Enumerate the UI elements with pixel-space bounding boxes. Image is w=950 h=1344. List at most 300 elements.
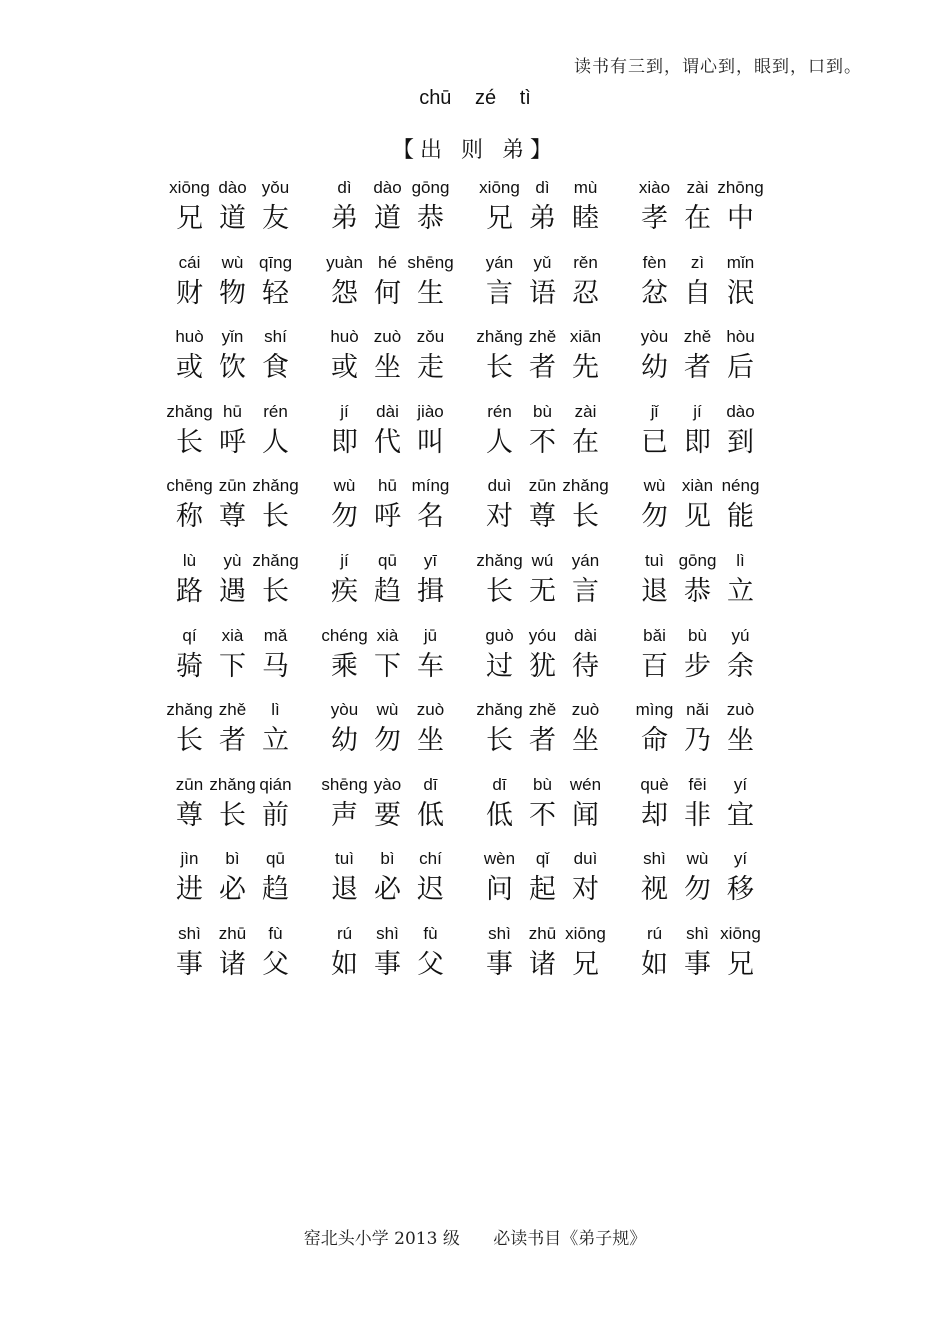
character-cell — [211, 250, 254, 325]
character-cell — [633, 623, 676, 698]
character-cell — [211, 921, 254, 996]
verse-row — [168, 697, 788, 772]
hanzi: 在 — [684, 203, 711, 234]
verse-phrase — [633, 846, 788, 921]
pinyin: yǒu — [261, 178, 290, 197]
verse-phrase — [478, 250, 633, 325]
character-cell — [633, 324, 676, 399]
pinyin: shì — [488, 923, 511, 943]
verse-phrase — [633, 697, 788, 772]
verse-row — [168, 399, 788, 474]
character-cell — [168, 846, 211, 921]
pinyin: zhě — [528, 700, 557, 720]
verse-phrase — [323, 399, 478, 474]
character-cell — [719, 623, 762, 698]
verse-phrase — [633, 772, 788, 847]
character-cell — [409, 250, 452, 325]
character-cell — [366, 473, 409, 548]
character-cell — [633, 175, 676, 250]
hanzi: 却 — [641, 799, 668, 831]
pinyin: qí — [182, 625, 197, 645]
verse-phrase — [633, 175, 788, 250]
hanzi: 如 — [331, 948, 358, 980]
verse-phrase — [168, 324, 323, 399]
verse-phrase — [478, 324, 633, 399]
hanzi: 坐 — [417, 725, 444, 757]
character-cell — [564, 697, 607, 772]
hanzi: 诸 — [529, 948, 556, 980]
pinyin: zhǎng — [166, 401, 213, 421]
hanzi: 人 — [262, 426, 289, 458]
hanzi: 长 — [262, 501, 289, 533]
hanzi: 闻 — [572, 799, 599, 831]
character-cell — [168, 399, 211, 474]
pinyin: zhǎng — [476, 550, 523, 570]
character-cell — [211, 623, 254, 698]
pinyin: zūn — [175, 774, 204, 794]
verse-grid — [168, 175, 788, 996]
pinyin: yán — [485, 252, 514, 272]
hanzi: 移 — [727, 874, 754, 906]
pinyin: nǎi — [686, 700, 709, 720]
pinyin: dài — [574, 625, 597, 645]
pinyin: fèn — [642, 252, 667, 272]
pinyin: yuàn — [326, 252, 363, 272]
character-cell — [478, 772, 521, 847]
verse-row — [168, 846, 788, 921]
character-cell — [676, 548, 719, 623]
hanzi: 忿 — [641, 277, 668, 309]
pinyin: rěn — [573, 252, 598, 272]
character-cell — [254, 324, 297, 399]
verse-phrase — [633, 399, 788, 474]
pinyin: tuì — [645, 550, 664, 570]
pinyin: xiàn — [681, 476, 714, 496]
pinyin: dài — [376, 401, 399, 421]
hanzi: 睦 — [572, 203, 599, 234]
hanzi: 对 — [486, 501, 513, 533]
title-pinyin-syllable: zé — [475, 87, 497, 109]
pinyin: chēng — [166, 476, 213, 496]
character-cell — [633, 548, 676, 623]
verse-phrase — [478, 473, 633, 548]
pinyin: xià — [221, 625, 244, 645]
hanzi: 进 — [176, 874, 203, 906]
hanzi: 步 — [684, 650, 711, 682]
hanzi: 名 — [417, 501, 444, 533]
hanzi: 幼 — [641, 352, 668, 384]
hanzi: 长 — [486, 725, 513, 757]
verse-phrase — [168, 697, 323, 772]
hanzi: 财 — [176, 277, 203, 309]
character-cell — [521, 473, 564, 548]
hanzi: 勿 — [684, 874, 711, 906]
pinyin: xiōng — [720, 923, 761, 943]
hanzi: 命 — [641, 725, 668, 757]
verse-phrase — [633, 250, 788, 325]
hanzi: 起 — [529, 874, 556, 906]
pinyin: shì — [376, 923, 399, 943]
hanzi: 遇 — [219, 575, 246, 607]
pinyin: yí — [733, 774, 748, 794]
pinyin: què — [640, 774, 669, 794]
pinyin: yú — [731, 625, 750, 645]
pinyin: zuò — [726, 700, 755, 720]
character-cell — [478, 399, 521, 474]
character-cell — [168, 772, 211, 847]
pinyin: jí — [340, 550, 349, 570]
pinyin: lù — [182, 550, 197, 570]
character-cell — [564, 473, 607, 548]
pinyin: chéng — [321, 625, 368, 645]
character-cell — [211, 399, 254, 474]
verse-phrase — [478, 548, 633, 623]
character-cell — [564, 175, 607, 250]
hanzi: 下 — [219, 650, 246, 682]
character-cell — [676, 399, 719, 474]
hanzi: 问 — [486, 874, 513, 906]
hanzi: 骑 — [176, 650, 203, 682]
hanzi: 呼 — [219, 426, 246, 458]
hanzi: 犹 — [529, 650, 556, 682]
pinyin: yǐn — [221, 327, 244, 347]
pinyin: dào — [373, 178, 402, 197]
pinyin: míng — [411, 476, 450, 496]
hanzi: 生 — [417, 277, 444, 309]
hanzi: 兄 — [176, 203, 203, 234]
pinyin: qū — [378, 550, 397, 570]
character-cell — [719, 473, 762, 548]
character-cell — [521, 697, 564, 772]
character-cell — [676, 623, 719, 698]
pinyin: shì — [686, 923, 709, 943]
character-cell — [323, 548, 366, 623]
hanzi: 坐 — [727, 725, 754, 757]
character-cell — [254, 250, 297, 325]
character-cell — [323, 846, 366, 921]
pinyin: jū — [423, 625, 438, 645]
pinyin: shì — [643, 849, 666, 869]
hanzi: 勿 — [374, 725, 401, 757]
pinyin: shí — [264, 327, 287, 347]
hanzi: 叫 — [417, 426, 444, 458]
pinyin: zuò — [416, 700, 445, 720]
verse-phrase — [478, 697, 633, 772]
character-cell — [323, 772, 366, 847]
character-cell — [168, 697, 211, 772]
character-cell — [719, 921, 762, 996]
hanzi: 事 — [374, 948, 401, 980]
pinyin: wù — [221, 252, 244, 272]
character-cell — [564, 623, 607, 698]
hanzi: 余 — [727, 650, 754, 682]
character-cell — [366, 324, 409, 399]
character-cell — [676, 921, 719, 996]
pinyin: zūn — [218, 476, 247, 496]
character-cell — [521, 623, 564, 698]
character-cell — [719, 548, 762, 623]
pinyin: zhǎng — [166, 700, 213, 720]
verse-phrase — [478, 921, 633, 996]
character-cell — [409, 324, 452, 399]
verse-phrase — [633, 623, 788, 698]
character-cell — [719, 399, 762, 474]
pinyin: zhǎng — [476, 327, 523, 347]
verse-phrase — [478, 846, 633, 921]
hanzi: 趋 — [374, 575, 401, 607]
character-cell — [211, 324, 254, 399]
character-cell — [478, 175, 521, 250]
hanzi: 坐 — [572, 725, 599, 757]
pinyin: zūn — [528, 476, 557, 496]
hanzi: 百 — [641, 650, 668, 682]
pinyin: zhǎng — [476, 700, 523, 720]
hanzi: 呼 — [374, 501, 401, 533]
hanzi: 父 — [417, 948, 444, 980]
hanzi: 不 — [529, 426, 556, 458]
character-cell — [211, 175, 254, 250]
hanzi: 下 — [374, 650, 401, 682]
pinyin: rú — [336, 923, 353, 943]
verse-phrase — [168, 772, 323, 847]
hanzi: 恭 — [417, 203, 444, 234]
pinyin: zhě — [528, 327, 557, 347]
character-cell — [478, 846, 521, 921]
hanzi: 即 — [331, 426, 358, 458]
hanzi: 恭 — [684, 575, 711, 607]
character-cell — [323, 697, 366, 772]
hanzi: 要 — [374, 799, 401, 831]
hanzi: 乃 — [684, 725, 711, 757]
character-cell — [409, 399, 452, 474]
character-cell — [254, 548, 297, 623]
character-cell — [521, 399, 564, 474]
character-cell — [211, 473, 254, 548]
pinyin: huò — [330, 327, 359, 347]
character-cell — [409, 772, 452, 847]
hanzi: 长 — [176, 426, 203, 458]
character-cell — [564, 399, 607, 474]
pinyin: bǎi — [643, 625, 666, 645]
verse-row — [168, 250, 788, 325]
pinyin: zhě — [683, 327, 712, 347]
hanzi: 称 — [176, 501, 203, 533]
pinyin: duì — [487, 476, 512, 496]
hanzi: 言 — [572, 575, 599, 607]
pinyin: bù — [688, 625, 707, 645]
pinyin: wù — [333, 476, 356, 496]
hanzi: 在 — [572, 426, 599, 458]
hanzi: 待 — [572, 650, 599, 682]
character-cell — [254, 623, 297, 698]
hanzi: 迟 — [417, 874, 444, 906]
hanzi: 过 — [486, 650, 513, 682]
hanzi: 车 — [417, 650, 444, 682]
pinyin: xiān — [569, 327, 602, 347]
hanzi: 立 — [727, 575, 754, 607]
hanzi: 者 — [219, 725, 246, 757]
pinyin: wèn — [483, 849, 516, 869]
character-cell — [366, 846, 409, 921]
hanzi: 弟 — [529, 203, 556, 234]
verse-row — [168, 175, 788, 250]
verse-phrase — [633, 548, 788, 623]
pinyin: qīng — [258, 252, 293, 272]
hanzi: 轻 — [262, 277, 289, 309]
character-cell — [719, 324, 762, 399]
pinyin: mìng — [635, 700, 674, 720]
pinyin: shì — [178, 923, 201, 943]
hanzi: 长 — [176, 725, 203, 757]
pinyin: jiào — [417, 401, 444, 421]
pinyin: dào — [726, 401, 755, 421]
verse-phrase — [323, 324, 478, 399]
character-cell — [254, 175, 297, 250]
character-cell — [478, 250, 521, 325]
pinyin: rú — [646, 923, 663, 943]
hanzi: 必 — [219, 874, 246, 906]
pinyin: zài — [574, 401, 597, 421]
character-cell — [564, 324, 607, 399]
verse-phrase — [168, 473, 323, 548]
hanzi: 食 — [262, 352, 289, 384]
hanzi: 长 — [486, 575, 513, 607]
hanzi: 马 — [262, 650, 289, 682]
hanzi: 道 — [219, 203, 246, 234]
hanzi: 趋 — [262, 874, 289, 906]
character-cell — [168, 250, 211, 325]
character-cell — [366, 548, 409, 623]
character-cell — [323, 175, 366, 250]
hanzi: 事 — [176, 948, 203, 980]
character-cell — [211, 772, 254, 847]
hanzi: 长 — [486, 352, 513, 384]
hanzi: 道 — [374, 203, 401, 234]
hanzi: 声 — [331, 799, 358, 831]
hanzi: 怨 — [331, 277, 358, 309]
character-cell — [478, 921, 521, 996]
pinyin: gōng — [411, 178, 450, 197]
hanzi: 饮 — [219, 352, 246, 384]
hanzi: 前 — [262, 799, 289, 831]
pinyin: zì — [690, 252, 705, 272]
character-cell — [521, 250, 564, 325]
pinyin: zuò — [373, 327, 402, 347]
character-cell — [633, 250, 676, 325]
character-cell — [168, 921, 211, 996]
hanzi: 中 — [727, 203, 754, 234]
character-cell — [633, 846, 676, 921]
pinyin: zhǎng — [252, 476, 299, 496]
pinyin: mǐn — [726, 252, 755, 272]
verse-phrase — [168, 623, 323, 698]
pinyin: zhǎng — [562, 476, 609, 496]
character-cell — [676, 175, 719, 250]
pinyin: xià — [376, 625, 399, 645]
hanzi: 物 — [219, 277, 246, 309]
pinyin: yí — [733, 849, 748, 869]
pinyin: jǐ — [650, 401, 659, 421]
character-cell — [254, 921, 297, 996]
character-cell — [521, 324, 564, 399]
hanzi: 低 — [486, 799, 513, 831]
hanzi: 人 — [486, 426, 513, 458]
verse-phrase — [323, 175, 478, 250]
character-cell — [211, 846, 254, 921]
pinyin: qián — [259, 774, 292, 794]
hanzi: 友 — [262, 203, 289, 234]
pinyin: dì — [535, 178, 550, 197]
character-cell — [521, 772, 564, 847]
character-cell — [409, 697, 452, 772]
verse-row — [168, 921, 788, 996]
hanzi: 已 — [641, 426, 668, 458]
character-cell — [719, 772, 762, 847]
hanzi: 尊 — [176, 799, 203, 831]
hanzi: 后 — [727, 352, 754, 384]
character-cell — [323, 250, 366, 325]
pinyin: yǔ — [533, 252, 552, 272]
character-cell — [409, 175, 452, 250]
pinyin: dī — [492, 774, 507, 794]
character-cell — [211, 697, 254, 772]
verse-phrase — [323, 921, 478, 996]
hanzi: 事 — [684, 948, 711, 980]
verse-row — [168, 324, 788, 399]
verse-phrase — [633, 473, 788, 548]
pinyin: tuì — [335, 849, 354, 869]
verse-phrase — [168, 548, 323, 623]
character-cell — [564, 921, 607, 996]
character-cell — [478, 623, 521, 698]
pinyin: dào — [218, 178, 247, 197]
hanzi: 者 — [529, 352, 556, 384]
verse-row — [168, 548, 788, 623]
character-cell — [633, 921, 676, 996]
hanzi: 自 — [684, 277, 711, 309]
pinyin: shēng — [321, 774, 368, 794]
pinyin: wù — [376, 700, 399, 720]
character-cell — [323, 399, 366, 474]
pinyin: chí — [419, 849, 442, 869]
character-cell — [409, 921, 452, 996]
pinyin: yòu — [330, 700, 359, 720]
character-cell — [168, 473, 211, 548]
pinyin: néng — [721, 476, 760, 496]
hanzi: 或 — [176, 352, 203, 384]
character-cell — [676, 473, 719, 548]
character-cell — [366, 623, 409, 698]
pinyin: bù — [533, 401, 552, 421]
hanzi: 非 — [684, 799, 711, 831]
hanzi: 长 — [219, 799, 246, 831]
title-pinyin — [0, 87, 950, 110]
footer-book: 必读书目《弟子规》 — [493, 1229, 647, 1249]
character-cell — [478, 548, 521, 623]
pinyin: wù — [686, 849, 709, 869]
pinyin: qǐ — [535, 849, 550, 869]
character-cell — [254, 473, 297, 548]
pinyin: rén — [487, 401, 512, 421]
pinyin: xiōng — [565, 923, 606, 943]
character-cell — [254, 772, 297, 847]
hanzi: 路 — [176, 575, 203, 607]
character-cell — [719, 846, 762, 921]
verse-phrase — [168, 399, 323, 474]
pinyin: hū — [223, 401, 242, 421]
footer — [0, 1224, 950, 1249]
title-pinyin-syllable: chū — [419, 87, 452, 109]
